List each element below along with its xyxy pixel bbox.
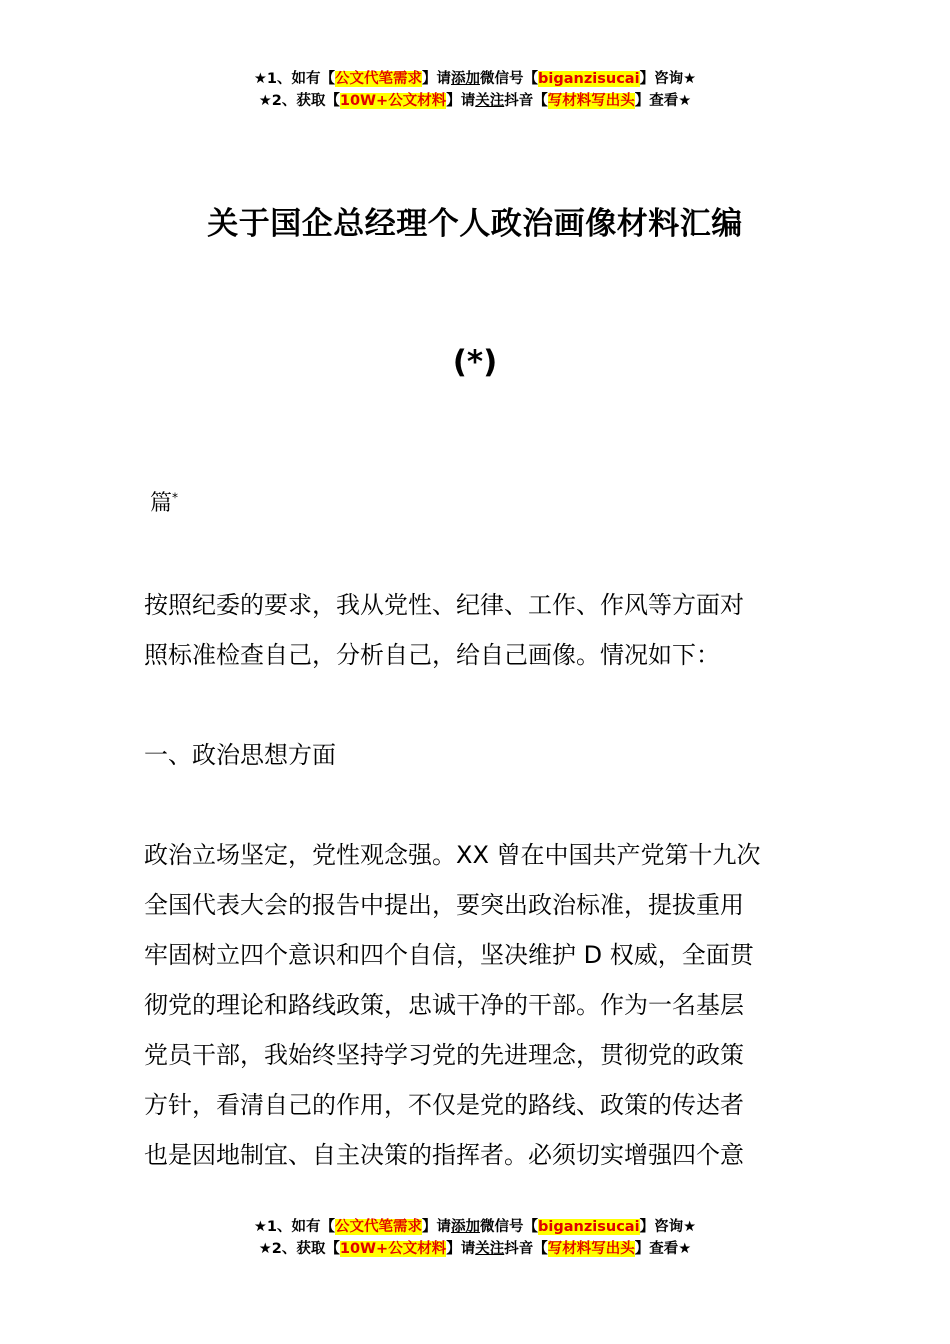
banner-text: 微信号【	[480, 1219, 539, 1235]
banner-text: ★1、如有【	[253, 1219, 336, 1235]
banner-underline: 关注	[475, 1241, 505, 1257]
section-heading: 一、政治思想方面	[144, 741, 336, 769]
banner-underline: 添加	[451, 1219, 481, 1235]
banner-text: 】请	[422, 71, 452, 87]
banner-highlight: 10W+公文材料	[339, 93, 447, 109]
banner-underline: 关注	[475, 93, 505, 109]
footer-banner	[0, 1216, 950, 1260]
banner-highlight: 公文代笔需求	[335, 1219, 423, 1235]
paragraph-line: 政治立场坚定，党性观念强。XX 曾在中国共产党第十九次	[144, 841, 761, 869]
banner-line-2	[0, 1238, 950, 1260]
banner-highlight: 写材料写出头	[547, 1241, 635, 1257]
banner-text: 】查看★	[634, 1241, 692, 1257]
banner-text: 】咨询★	[639, 71, 697, 87]
banner-underline: 添加	[451, 71, 481, 87]
banner-text: 】请	[422, 1219, 452, 1235]
banner-text: ★1、如有【	[253, 71, 336, 87]
banner-highlight: 10W+公文材料	[339, 1241, 447, 1257]
paragraph-line: 党员干部，我始终坚持学习党的先进理念，贯彻党的政策	[144, 1041, 744, 1069]
banner-line-1	[0, 1216, 950, 1238]
section-label	[150, 486, 178, 517]
banner-text: ★2、获取【	[258, 93, 340, 109]
paragraph-line: 方针，看清自己的作用，不仅是党的路线、政策的传达者	[144, 1091, 744, 1119]
paragraph-line: 牢固树立四个意识和四个自信，坚决维护 D 权威，全面贯	[144, 941, 754, 969]
banner-line-1	[0, 68, 950, 90]
paragraph-line: 也是因地制宜、自主决策的指挥者。必须切实增强四个意	[144, 1141, 744, 1169]
paragraph-line: 全国代表大会的报告中提出，要突出政治标准，提拔重用	[144, 891, 744, 919]
paragraph-line: 照标准检查自己，分析自己，给自己画像。情况如下：	[144, 641, 720, 669]
banner-highlight: biganzisucai	[538, 1219, 640, 1235]
banner-text: 抖音【	[504, 1241, 548, 1257]
banner-text: 抖音【	[504, 93, 548, 109]
section-mark: *	[172, 490, 179, 505]
paragraph-line: 按照纪委的要求，我从党性、纪律、工作、作风等方面对	[144, 591, 744, 619]
intro-paragraph	[144, 580, 814, 680]
banner-highlight: 公文代笔需求	[335, 71, 423, 87]
paragraph-line: 彻党的理论和路线政策，忠诚干净的干部。作为一名基层	[144, 991, 744, 1019]
banner-text: ★2、获取【	[258, 1241, 340, 1257]
body-paragraph	[144, 830, 814, 1180]
document-subtitle: (*)	[452, 344, 498, 380]
banner-highlight: biganzisucai	[538, 71, 640, 87]
document-title: 关于国企总经理个人政治画像材料汇编	[207, 206, 743, 242]
header-banner	[0, 68, 950, 112]
banner-text: 】查看★	[634, 93, 692, 109]
banner-highlight: 写材料写出头	[547, 93, 635, 109]
banner-text: 】咨询★	[639, 1219, 697, 1235]
section-label-text: 篇	[150, 491, 173, 516]
banner-text: 微信号【	[480, 71, 539, 87]
banner-text: 】请	[446, 1241, 476, 1257]
banner-text: 】请	[446, 93, 476, 109]
banner-line-2	[0, 90, 950, 112]
